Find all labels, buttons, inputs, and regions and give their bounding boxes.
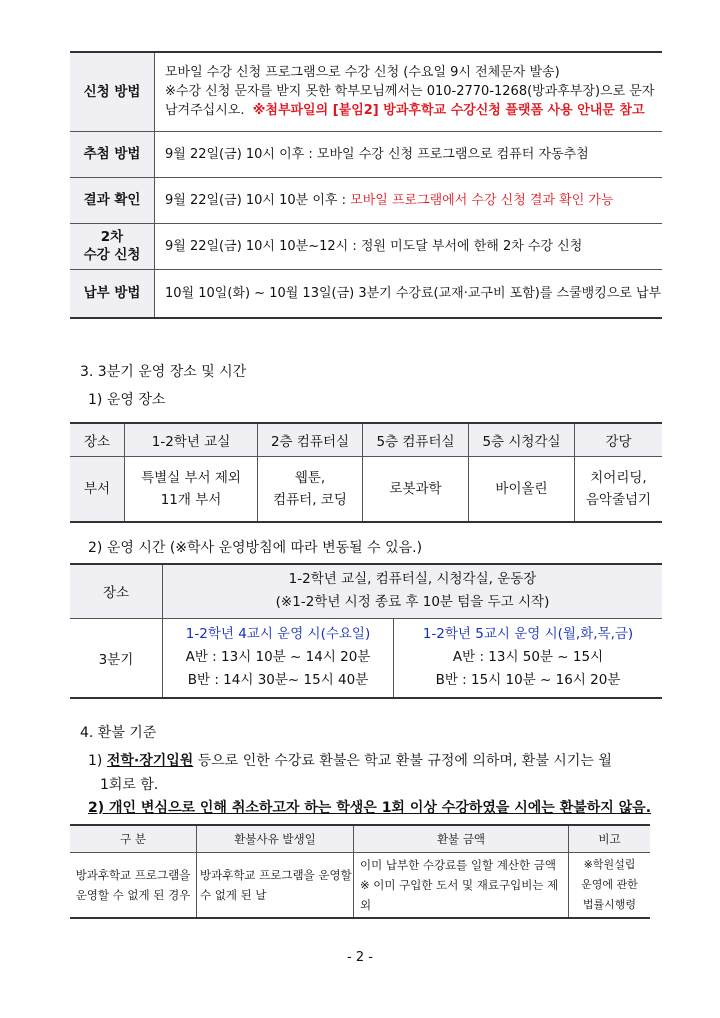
info-label: 납부 방법 xyxy=(70,269,155,318)
time-head-text xyxy=(163,564,663,618)
info-label-b: 수강 신청 xyxy=(83,247,141,263)
info-row-draw xyxy=(70,131,662,177)
refund-table xyxy=(70,824,650,919)
section3-sub2: 2) 운영 시간 (※학사 운영방침에 따라 변동될 수 있음.) xyxy=(88,540,423,556)
para-underlined: 전학·장기입원 xyxy=(106,753,194,769)
location-table xyxy=(70,422,662,523)
cell-line: 11개 부서 xyxy=(160,492,222,508)
refund-header: 비고 xyxy=(569,825,651,853)
refund-row xyxy=(70,853,650,919)
cell-line: B반 : 15시 10분 ~ 16시 20분 xyxy=(435,672,621,689)
cell-line: 웹툰, xyxy=(294,470,326,486)
cell-line: 1-2학년 교실, 컴퓨터실, 시청각실, 운동장 xyxy=(288,571,537,588)
refund-paragraph-2: 2) 개인 변심으로 인해 취소하고자 하는 학생은 1회 이상 수강하였을 시에는 환불하지 않음. xyxy=(88,800,652,816)
section4-title: 4. 환불 기준 xyxy=(80,725,157,741)
refund-cell xyxy=(70,853,197,919)
time-row xyxy=(70,618,662,698)
application-info-table xyxy=(70,51,662,319)
refund-header: 구 분 xyxy=(70,825,197,853)
cell-line: 방과후학교 프로그램을 xyxy=(75,868,191,882)
refund-header: 환불 금액 xyxy=(354,825,569,853)
cell-line: 방과후학교 프로그램을 운영할 xyxy=(200,868,352,882)
location-cell xyxy=(258,457,363,523)
info-text: ※수강 신청 문자를 받지 못한 학부모님께서는 010-2770-1268(방과후부장)으로 문자 xyxy=(165,84,655,100)
cell-line: 음악줄넘기 xyxy=(585,492,652,508)
time-cell-other-days xyxy=(394,618,663,698)
location-header: 2층 컴퓨터실 xyxy=(258,423,363,457)
cell-line: A반 : 13시 10분 ~ 14시 20분 xyxy=(185,649,371,666)
notice-text: 모바일 프로그램에서 수강 신청 결과 확인 가능 xyxy=(350,192,614,208)
location-cell: 로봇과학 xyxy=(363,457,469,523)
location-header: 장소 xyxy=(70,423,125,457)
page-number: - 2 - xyxy=(347,950,373,965)
cell-line: 이미 납부한 수강료를 일할 계산한 금액 xyxy=(360,858,557,872)
info-value: 9월 22일(금) 10시 이후 : 모바일 수강 신청 프로그램으로 컴퓨터 자동추첨 xyxy=(155,131,663,177)
time-cell-wednesday xyxy=(163,618,394,698)
location-header: 5층 컴퓨터실 xyxy=(363,423,469,457)
location-header: 5층 시청각실 xyxy=(469,423,575,457)
info-row-apply xyxy=(70,52,662,131)
info-value: 10월 10일(화) ~ 10월 13일(금) 3분기 수강료(교재·교구비 포함)를 스쿨뱅킹으로 납부 xyxy=(155,269,663,318)
time-cell-title: 1-2학년 4교시 운영 시(수요일) xyxy=(185,626,371,643)
section3-title: 3. 3분기 운영 장소 및 시간 xyxy=(80,364,247,380)
time-row-label: 3분기 xyxy=(70,618,163,698)
refund-header-row xyxy=(70,825,650,853)
info-value xyxy=(155,177,663,223)
info-value: 9월 22일(금) 10시 10분~12시 : 정원 미도달 부서에 한해 2차 수강 신청 xyxy=(155,223,663,269)
cell-line: B반 : 14시 30분~ 15시 40분 xyxy=(187,672,369,689)
para-prefix: 1) xyxy=(88,753,103,769)
info-label: 결과 확인 xyxy=(70,177,155,223)
time-header-row xyxy=(70,564,662,618)
location-cell xyxy=(125,457,258,523)
info-value xyxy=(155,52,663,131)
cell-line: (※1-2학년 시정 종료 후 10분 텀을 두고 시작) xyxy=(275,594,550,611)
info-text: 9월 22일(금) 10시 10분 이후 : xyxy=(165,192,346,208)
location-cell xyxy=(575,457,663,523)
location-header: 1-2학년 교실 xyxy=(125,423,258,457)
cell-line: 운영할 수 없게 된 경우 xyxy=(75,888,191,902)
info-text: 남겨주십시오. xyxy=(165,103,245,119)
refund-cell xyxy=(354,853,569,919)
refund-paragraph-1-cont: 1회로 함. xyxy=(100,777,159,793)
location-cell: 바이올린 xyxy=(469,457,575,523)
info-row-second xyxy=(70,223,662,269)
location-row-label: 부서 xyxy=(70,457,125,523)
section3-sub1: 1) 운영 장소 xyxy=(88,392,166,408)
cell-line: A반 : 13시 50분 ~ 15시 xyxy=(452,649,604,666)
refund-cell xyxy=(569,853,651,919)
notice-text: ※첨부파일의 [붙임2] 방과후학교 수강신청 플랫폼 사용 안내문 참고 xyxy=(252,103,645,119)
cell-line: 컴퓨터, 코딩 xyxy=(273,492,347,508)
refund-header: 환불사유 발생일 xyxy=(197,825,354,853)
cell-line: 수 없게 된 날 xyxy=(200,888,267,902)
cell-line: ※학원설립 xyxy=(583,858,636,871)
cell-line: ※ 이미 구입한 도서 및 재료구입비는 제외 xyxy=(360,878,559,912)
info-text: 모바일 수강 신청 프로그램으로 수강 신청 (수요일 9시 전체문자 발송) xyxy=(165,65,560,81)
cell-line: 법률시행령 xyxy=(582,898,637,911)
time-cell-title: 1-2학년 5교시 운영 시(월,화,목,금) xyxy=(422,626,634,643)
cell-line: 운영에 관한 xyxy=(581,878,638,891)
time-head-label: 장소 xyxy=(70,564,163,618)
info-label: 신청 방법 xyxy=(70,52,155,131)
cell-line: 특별실 부서 제외 xyxy=(141,470,241,486)
refund-cell xyxy=(197,853,354,919)
refund-paragraph-1 xyxy=(88,750,612,770)
para-text: 등으로 인한 수강료 환불은 학교 환불 규정에 의하며, 환불 시기는 월 xyxy=(193,753,612,769)
cell-line: 치어리딩, xyxy=(590,470,647,486)
info-text-line3 xyxy=(165,101,662,120)
location-header: 강당 xyxy=(575,423,663,457)
info-row-payment xyxy=(70,269,662,318)
info-label: 추첨 방법 xyxy=(70,131,155,177)
location-row xyxy=(70,457,662,523)
info-label-a: 2차 xyxy=(100,229,124,245)
info-row-result xyxy=(70,177,662,223)
location-header-row xyxy=(70,423,662,457)
time-table xyxy=(70,563,662,699)
info-label xyxy=(70,223,155,269)
